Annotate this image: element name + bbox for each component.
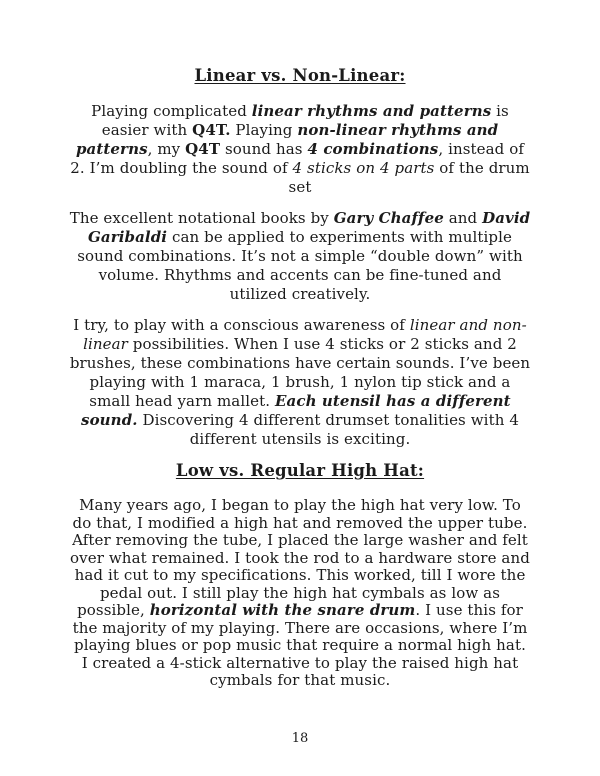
text-run: Playing complicated bbox=[91, 102, 252, 120]
text-run: , instead of 2. I’m doubling the sound of bbox=[70, 140, 525, 177]
text-run: Playing bbox=[230, 121, 298, 139]
text-run: . I use this for the majority of my playing. There are occasions, where I’m playing blues or pop music that require a normal high hat. I created a 4-stick alternative to play the raised high hat cymbals for that music. bbox=[72, 601, 528, 689]
section-heading-linear-vs-non-linear: Linear vs. Non-Linear: bbox=[194, 66, 406, 85]
section-body-low-vs-regular-high-hat bbox=[69, 497, 531, 690]
text-run: I try, to play with a conscious awareness of bbox=[73, 316, 410, 334]
text-run: The excellent notational books by bbox=[69, 209, 334, 227]
text-run: linear rhythms and patterns bbox=[251, 102, 492, 120]
section-body-linear-vs-non-linear bbox=[69, 102, 531, 449]
paragraph bbox=[69, 316, 531, 449]
text-run: Gary Chaffee bbox=[333, 209, 444, 227]
paragraph bbox=[69, 497, 531, 690]
text-run: of the drum set bbox=[288, 159, 530, 196]
text-run: and bbox=[443, 209, 483, 227]
paragraph bbox=[69, 209, 531, 304]
section-linear-vs-non-linear bbox=[69, 66, 531, 449]
text-run: 4 sticks on 4 parts bbox=[292, 159, 435, 177]
text-run: , my bbox=[147, 140, 186, 158]
text-run: Discovering 4 different drumset tonalities with 4 different utensils is exciting. bbox=[137, 411, 519, 448]
text-run: horizontal with the snare drum bbox=[149, 601, 416, 619]
text-run: is easier with bbox=[101, 102, 509, 139]
section-low-vs-regular-high-hat bbox=[69, 461, 531, 690]
text-run: linear and non-linear bbox=[83, 316, 527, 353]
text-run: Many years ago, I began to play the high hat very low. To do that, I modified a high hat and removed the upper tube. After removing the tube, I placed the large washer and felt over what remained. I took the rod to a hardware store and had it cut to my specifications. This worked, till I wore the pedal out. I still play the high hat cymbals as low as possible, bbox=[70, 496, 530, 619]
paragraph bbox=[69, 102, 531, 197]
page-number: 18 bbox=[291, 731, 309, 746]
text-run: Each utensil has a different sound. bbox=[81, 392, 511, 429]
text-run: sound has bbox=[220, 140, 308, 158]
text-run: non-linear rhythms and patterns bbox=[75, 121, 499, 158]
page-content bbox=[69, 0, 531, 690]
text-run: Q4T. bbox=[192, 121, 231, 139]
text-run: 4 combinations bbox=[307, 140, 439, 158]
text-run: David Garibaldi bbox=[87, 209, 531, 246]
text-run: Q4T bbox=[185, 140, 221, 158]
text-run: possibilities. When I use 4 sticks or 2 sticks and 2 brushes, these combinations have certain sounds. I’ve been playing with 1 maraca, 1 brush, 1 nylon tip stick and a small head yarn mallet. bbox=[69, 335, 531, 410]
section-heading-low-vs-regular-high-hat: Low vs. Regular High Hat: bbox=[175, 461, 425, 480]
text-run: can be applied to experiments with multiple sound combinations. It’s not a simple “double down” with volume. Rhythms and accents can be fine-tuned and utilized creatively. bbox=[77, 228, 523, 303]
